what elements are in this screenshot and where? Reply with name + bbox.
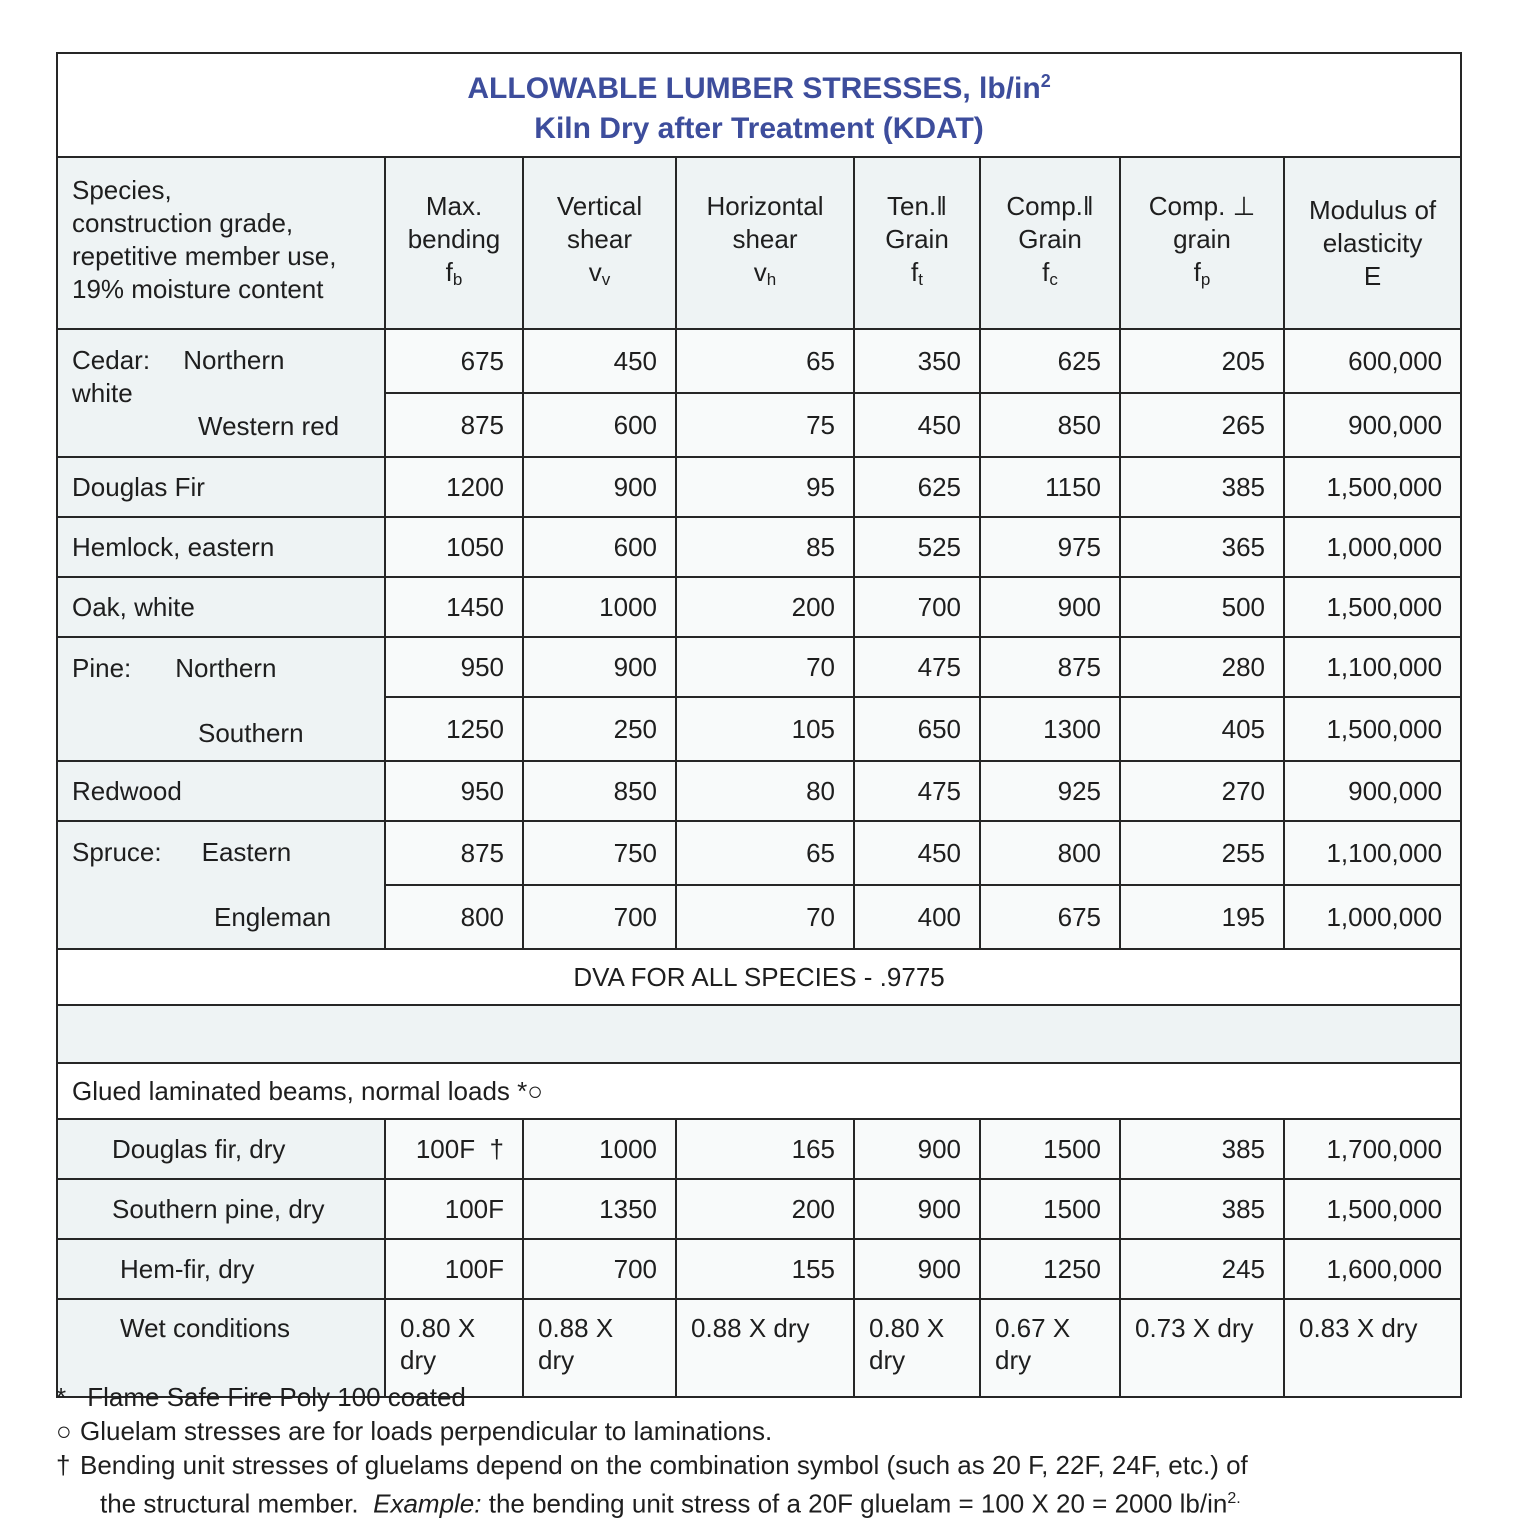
col-l2: grain bbox=[1173, 224, 1231, 254]
col-l2: shear bbox=[566, 224, 633, 254]
value-cell: 850 bbox=[523, 761, 676, 821]
col-sym: f bbox=[1193, 257, 1201, 287]
species-name: Engleman bbox=[214, 902, 332, 932]
wet-conditions-label: Wet conditions bbox=[57, 1299, 385, 1397]
col-sub: p bbox=[1200, 270, 1211, 289]
value-cell: 280 bbox=[1120, 637, 1284, 697]
value-cell: 1500 bbox=[980, 1179, 1120, 1239]
col-l2: shear bbox=[732, 224, 798, 254]
value-cell: 1,500,000 bbox=[1284, 697, 1461, 761]
col-sub: t bbox=[918, 270, 923, 289]
col-header-vertical-shear bbox=[523, 157, 676, 329]
col-header-comp-parallel bbox=[980, 157, 1120, 329]
value-cell: 1,100,000 bbox=[1284, 637, 1461, 697]
col-l1: Horizontal bbox=[706, 191, 824, 221]
species-pine bbox=[57, 637, 385, 761]
value-cell: 600,000 bbox=[1284, 329, 1461, 393]
glued-southern-pine: Southern pine, dry bbox=[57, 1179, 385, 1239]
value-cell: 255 bbox=[1120, 821, 1284, 885]
value-cell: 450 bbox=[523, 329, 676, 393]
col-sym: f bbox=[445, 257, 453, 287]
value-cell: 750 bbox=[523, 821, 676, 885]
species-douglas-fir: Douglas Fir bbox=[57, 457, 385, 517]
wet-line: 0.83 X dry bbox=[1299, 1313, 1418, 1343]
value-cell: 850 bbox=[980, 393, 1120, 457]
value-cell: 165 bbox=[676, 1119, 854, 1179]
value-cell: 1,100,000 bbox=[1284, 821, 1461, 885]
value-cell: 155 bbox=[676, 1239, 854, 1299]
value-cell: 245 bbox=[1120, 1239, 1284, 1299]
species-group: Cedar: bbox=[72, 345, 151, 375]
value-cell: 265 bbox=[1120, 393, 1284, 457]
col-sym: f bbox=[1042, 257, 1050, 287]
value-cell: 1450 bbox=[385, 577, 523, 637]
value-cell: 65 bbox=[676, 821, 854, 885]
table-row bbox=[57, 637, 1461, 697]
wet-line: dry bbox=[995, 1345, 1032, 1375]
value-cell: 800 bbox=[385, 885, 523, 949]
species-name: Southern bbox=[198, 718, 304, 748]
lumber-stress-table-sheet bbox=[56, 52, 1460, 1375]
footnote-text: Gluelam stresses are for loads perpendicular to laminations. bbox=[80, 1416, 773, 1446]
footnote-example: Example: bbox=[373, 1488, 482, 1519]
value-cell: 700 bbox=[523, 1239, 676, 1299]
value-cell: 385 bbox=[1120, 1179, 1284, 1239]
value-cell: 925 bbox=[980, 761, 1120, 821]
value-cell: 1250 bbox=[385, 697, 523, 761]
value-cell: 200 bbox=[676, 1179, 854, 1239]
value-cell: 70 bbox=[676, 637, 854, 697]
footnote-sup: 2. bbox=[1227, 1490, 1241, 1507]
col-l1: Comp. ⊥ bbox=[1148, 191, 1256, 221]
value-cell: 1000 bbox=[523, 1119, 676, 1179]
col-l2: Grain bbox=[1018, 224, 1082, 254]
species-hemlock: Hemlock, eastern bbox=[57, 517, 385, 577]
value-cell: 405 bbox=[1120, 697, 1284, 761]
wet-line: dry bbox=[400, 1345, 437, 1375]
col-sub: c bbox=[1049, 270, 1058, 289]
footnote-3 bbox=[56, 1448, 1456, 1482]
circle-icon: ○ bbox=[56, 1416, 72, 1446]
species-oak: Oak, white bbox=[57, 577, 385, 637]
col-l2: bending bbox=[407, 224, 501, 254]
value-cell: 800 bbox=[980, 821, 1120, 885]
value-cell: 75 bbox=[676, 393, 854, 457]
col-l2: Grain bbox=[885, 224, 949, 254]
value-cell: 95 bbox=[676, 457, 854, 517]
col-header-horizontal-shear bbox=[676, 157, 854, 329]
value-cell: 875 bbox=[980, 637, 1120, 697]
value-cell: 1,500,000 bbox=[1284, 1179, 1461, 1239]
species-header-l2: construction grade, bbox=[72, 208, 294, 238]
value-cell: 100F bbox=[385, 1179, 523, 1239]
value-cell: 100F † bbox=[385, 1119, 523, 1179]
table-row bbox=[57, 329, 1461, 393]
value-cell: 675 bbox=[980, 885, 1120, 949]
species-spruce bbox=[57, 821, 385, 949]
species-group: Spruce: bbox=[72, 837, 162, 867]
species-name: Northern bbox=[175, 653, 277, 683]
value-cell: 1150 bbox=[980, 457, 1120, 517]
wet-line: dry bbox=[538, 1345, 575, 1375]
value-cell: 900 bbox=[523, 637, 676, 697]
value-cell: 1,500,000 bbox=[1284, 457, 1461, 517]
col-sub: v bbox=[601, 270, 611, 289]
value-cell: 1,000,000 bbox=[1284, 517, 1461, 577]
col-l1: Modulus of bbox=[1308, 194, 1437, 225]
value-cell: 1,700,000 bbox=[1284, 1119, 1461, 1179]
value-cell: 625 bbox=[980, 329, 1120, 393]
footnote-text: Flame Safe Fire Poly 100 coated bbox=[87, 1382, 466, 1412]
value-cell: 1000 bbox=[523, 577, 676, 637]
footnote-text: Bending unit stresses of gluelams depend on the combination symbol (such as 20 F, 22F, 24F, etc.) of bbox=[80, 1450, 1248, 1480]
wet-line: 0.88 X bbox=[538, 1313, 614, 1343]
value-cell: 80 bbox=[676, 761, 854, 821]
value-cell: 205 bbox=[1120, 329, 1284, 393]
value-cell: 85 bbox=[676, 517, 854, 577]
species-header bbox=[57, 157, 385, 329]
wet-line: 0.88 X dry bbox=[691, 1313, 810, 1343]
glued-douglas-fir: Douglas fir, dry bbox=[57, 1119, 385, 1179]
footnote-1 bbox=[56, 1380, 1456, 1414]
value-cell: 1250 bbox=[980, 1239, 1120, 1299]
value-cell: 400 bbox=[854, 885, 980, 949]
wet-line: 0.80 X bbox=[400, 1313, 476, 1343]
value-cell: 475 bbox=[854, 637, 980, 697]
wet-line: 0.67 X bbox=[995, 1313, 1071, 1343]
value-cell: 100F bbox=[385, 1239, 523, 1299]
value-cell: 900 bbox=[854, 1239, 980, 1299]
value-cell: 525 bbox=[854, 517, 980, 577]
value-cell: 270 bbox=[1120, 761, 1284, 821]
col-sub: h bbox=[766, 270, 777, 289]
value-cell: 600 bbox=[523, 517, 676, 577]
value-cell: 1500 bbox=[980, 1119, 1120, 1179]
value-cell: 675 bbox=[385, 329, 523, 393]
value-cell: 1050 bbox=[385, 517, 523, 577]
table-row bbox=[57, 1179, 1461, 1239]
lumber-stress-table bbox=[56, 52, 1462, 1398]
col-header-modulus bbox=[1284, 157, 1461, 329]
table-row bbox=[57, 761, 1461, 821]
value-cell: 600 bbox=[523, 393, 676, 457]
value-cell: 900 bbox=[854, 1179, 980, 1239]
value-cell: 875 bbox=[385, 393, 523, 457]
col-header-max-bending bbox=[385, 157, 523, 329]
value-cell: 500 bbox=[1120, 577, 1284, 637]
value-cell: 900 bbox=[854, 1119, 980, 1179]
footnote-2 bbox=[56, 1414, 1456, 1448]
wet-line: 0.80 X bbox=[869, 1313, 945, 1343]
value-cell: 700 bbox=[523, 885, 676, 949]
value-cell: 900 bbox=[523, 457, 676, 517]
species-name: Northern bbox=[183, 345, 285, 375]
species-group: Pine: bbox=[72, 653, 132, 683]
value-cell: 70 bbox=[676, 885, 854, 949]
table-row bbox=[57, 1119, 1461, 1179]
value-cell: 900,000 bbox=[1284, 761, 1461, 821]
col-l1: Vertical bbox=[556, 191, 643, 221]
species-header-l3: repetitive member use, bbox=[72, 241, 337, 271]
value-cell: 450 bbox=[854, 821, 980, 885]
value-cell: 700 bbox=[854, 577, 980, 637]
value-cell: 450 bbox=[854, 393, 980, 457]
value-cell: 950 bbox=[385, 761, 523, 821]
value-cell: 1350 bbox=[523, 1179, 676, 1239]
table-row bbox=[57, 821, 1461, 885]
value-cell: 105 bbox=[676, 697, 854, 761]
value-cell: 200 bbox=[676, 577, 854, 637]
wet-line: dry bbox=[869, 1345, 906, 1375]
value-cell: 1,000,000 bbox=[1284, 885, 1461, 949]
value-cell: 1200 bbox=[385, 457, 523, 517]
col-header-comp-perpendicular bbox=[1120, 157, 1284, 329]
species-redwood: Redwood bbox=[57, 761, 385, 821]
species-header-l1: Species, bbox=[72, 175, 172, 205]
value-cell: 900 bbox=[980, 577, 1120, 637]
glued-hem-fir: Hem-fir, dry bbox=[57, 1239, 385, 1299]
species-name: Eastern bbox=[201, 837, 292, 867]
table-row bbox=[57, 517, 1461, 577]
value-cell: 1300 bbox=[980, 697, 1120, 761]
dva-note: DVA FOR ALL SPECIES - .9775 bbox=[57, 949, 1461, 1005]
value-cell: 875 bbox=[385, 821, 523, 885]
col-header-tension-grain bbox=[854, 157, 980, 329]
value-cell: 975 bbox=[980, 517, 1120, 577]
title-sup: 2 bbox=[1040, 71, 1051, 91]
col-sym: f bbox=[911, 257, 919, 287]
value-cell: 475 bbox=[854, 761, 980, 821]
species-cedar bbox=[57, 329, 385, 457]
col-l1: Ten.‖ bbox=[887, 191, 947, 221]
footnotes bbox=[56, 1380, 1456, 1521]
footnote-text: the bending unit stress of a 20F gluelam = 100 X 20 = 2000 lb/in bbox=[488, 1488, 1228, 1519]
species-name: Western red bbox=[198, 411, 340, 441]
col-sub: b bbox=[452, 270, 463, 289]
value-cell: 1,600,000 bbox=[1284, 1239, 1461, 1299]
footnote-3-cont bbox=[56, 1482, 1456, 1521]
asterisk-icon: * bbox=[56, 1382, 67, 1412]
value-cell: 385 bbox=[1120, 1119, 1284, 1179]
value-cell: 250 bbox=[523, 697, 676, 761]
table-title bbox=[57, 53, 1461, 157]
col-sym: E bbox=[1363, 260, 1382, 291]
blank-row bbox=[57, 1005, 1461, 1063]
value-cell: 650 bbox=[854, 697, 980, 761]
value-cell: 625 bbox=[854, 457, 980, 517]
col-l1: Comp.‖ bbox=[1006, 191, 1094, 221]
col-l2: elasticity bbox=[1322, 227, 1423, 258]
value-cell: 900,000 bbox=[1284, 393, 1461, 457]
glued-heading: Glued laminated beams, normal loads *○ bbox=[57, 1063, 1461, 1119]
wet-line: 0.73 X dry bbox=[1135, 1313, 1254, 1343]
footnote-text: the structural member. bbox=[100, 1488, 359, 1519]
col-sym: v bbox=[588, 257, 602, 287]
value-cell: 950 bbox=[385, 637, 523, 697]
value-cell: 385 bbox=[1120, 457, 1284, 517]
title-line1: ALLOWABLE LUMBER STRESSES, lb/in bbox=[467, 72, 1041, 105]
value-cell: 1,500,000 bbox=[1284, 577, 1461, 637]
col-l1: Max. bbox=[425, 191, 483, 221]
value-cell: 350 bbox=[854, 329, 980, 393]
species-header-l4: 19% moisture content bbox=[72, 274, 324, 304]
dagger-icon: † bbox=[56, 1450, 71, 1480]
title-line2: Kiln Dry after Treatment (KDAT) bbox=[534, 112, 984, 145]
value-cell: 365 bbox=[1120, 517, 1284, 577]
table-row bbox=[57, 577, 1461, 637]
species-extra: white bbox=[72, 378, 133, 408]
col-sym: v bbox=[753, 257, 767, 287]
table-row bbox=[57, 1239, 1461, 1299]
table-row bbox=[57, 457, 1461, 517]
value-cell: 65 bbox=[676, 329, 854, 393]
value-cell: 195 bbox=[1120, 885, 1284, 949]
